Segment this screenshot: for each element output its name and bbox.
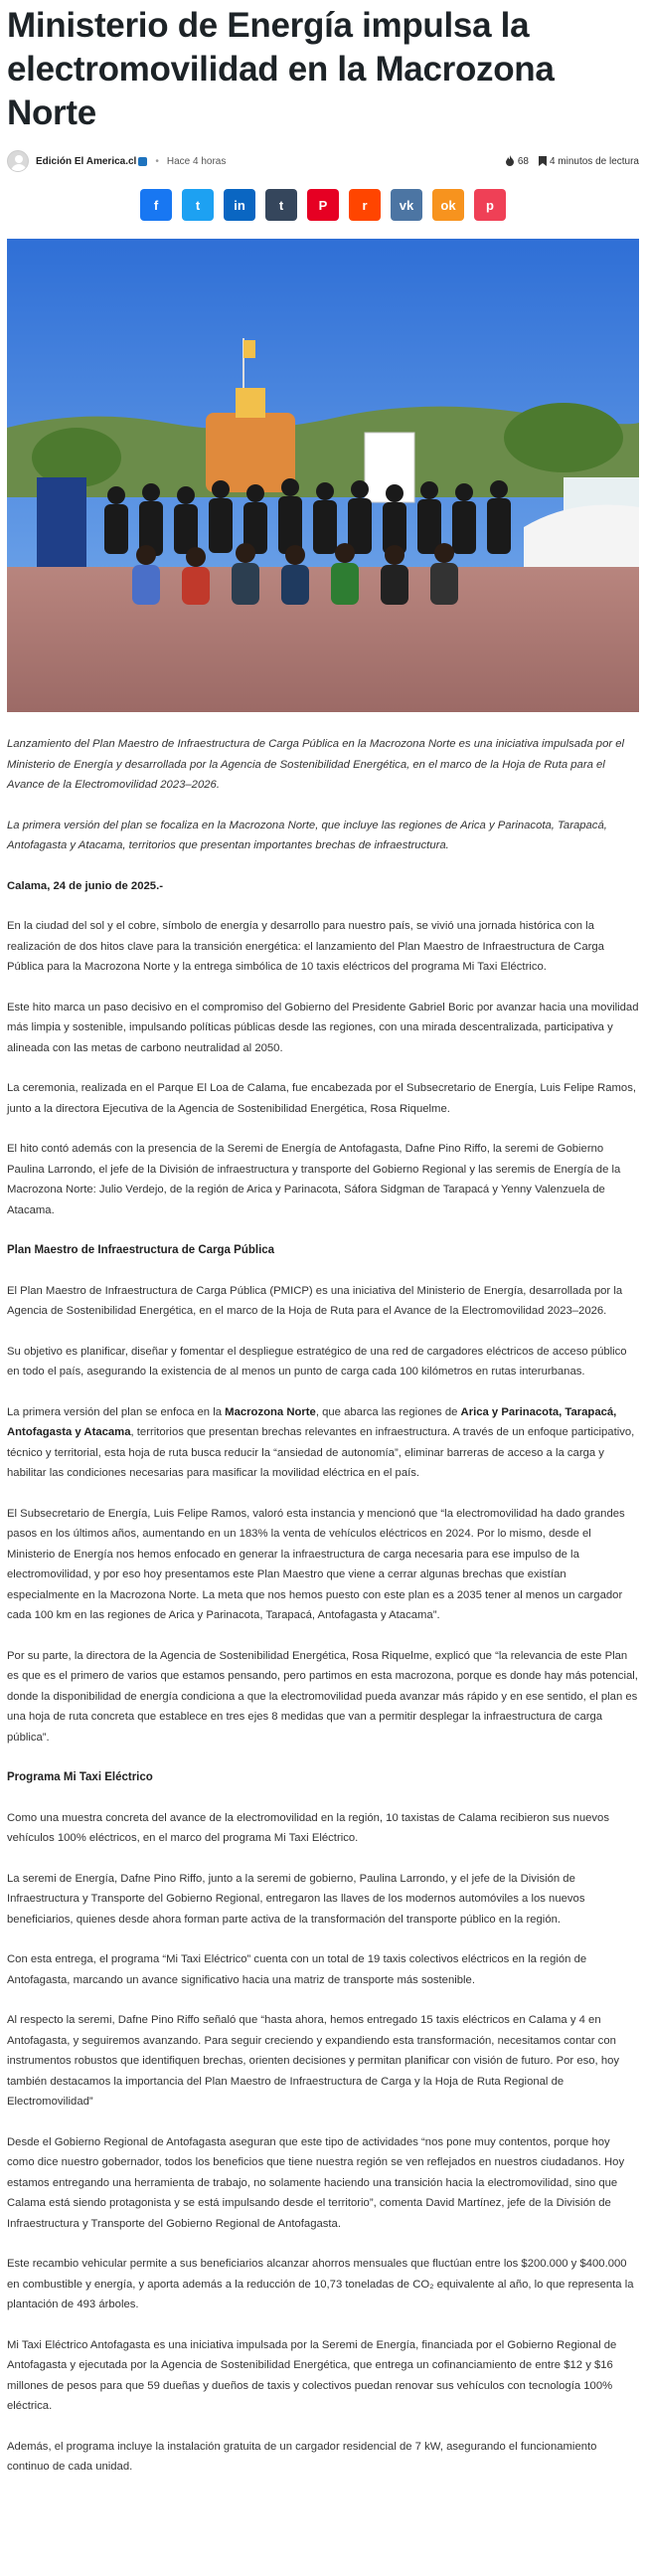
body-paragraph: El Plan Maestro de Infraestructura de Carga Pública (PMICP) es una iniciativa del Ministerio de Energía, desarrollada por la Agencia de Sostenibilidad Energética, en el marco de la Hoja de Ruta para el Avance de la Electromovilidad 2023–2026. [7,1284,623,1317]
reddit-share-button[interactable] [349,189,381,221]
pinterest-share-button[interactable] [307,189,339,221]
twitter-share-button[interactable] [182,189,214,221]
body-paragraph: La seremi de Energía, Dafne Pino Riffo, junto a la seremi de gobierno, Paulina Larrondo, y el jefe de la División de Infraestructura y Transporte del Gobierno Regional, entregaron las llaves de los modernos automóviles a los nuevos beneficiarios, quienes desde ahora forman parte activa de la transformación del transporte público en la región. [7,1872,585,1926]
body-paragraph: Con esta entrega, el programa “Mi Taxi Eléctrico” cuenta con un total de 19 taxis colectivos eléctricos en la región de Antofagasta, marcando un avance significativo hacia una matriz de transporte más sostenible. [7,1953,587,1986]
article-meta [7,150,639,172]
body-paragraph: En la ciudad del sol y el cobre, símbolo de energía y desarrollo para nuestro país, se vivió una jornada histórica con la realización de dos hitos clave para la transición energética: el lanzamiento del Plan Maestro de Infraestructura de Carga Pública para la Macrozona Norte y la entrega simbólica de 10 taxis eléctricos del programa Mi Taxi Eléctrico. [7,920,604,973]
bold-span: Macrozona Norte [225,1405,316,1418]
vk-icon: vk [399,197,414,213]
fire-icon [505,155,515,166]
body-paragraph: Mi Taxi Eléctrico Antofagasta es una iniciativa impulsada por la Seremi de Energía, financiada por el Gobierno Regional de Antofagasta y ejecutada por la Agencia de Sostenibilidad Energética, que entrega un cofinanciamiento de entre $12 y $16 millones de pesos para que 59 dueñas y dueños de taxis y colectivos puedan renovar sus vehículos con tecnología 100% eléctrica. [7,2338,617,2412]
text-span: La primera versión del plan se enfoca en la [7,1405,226,1418]
share-bar [0,189,646,221]
section-heading: Programa Mi Taxi Eléctrico [7,1771,153,1783]
text-span: , que abarca las regiones de [315,1405,461,1418]
author-avatar[interactable] [7,150,29,172]
body-paragraph [7,1402,639,1484]
body-paragraph: Al respecto la seremi, Dafne Pino Riffo señaló que “hasta ahora, hemos entregado 15 taxis eléctricos en Calama y 4 en Antofagasta, y seguiremos avanzando. Para seguir creciendo y expandiendo esta transformación, necesitamos contar con instrumentos robustos que identifiquen brechas, orienten decisiones y permitan planificar con visión de futuro. Por eso, hoy también destacamos la importancia del Plan Maestro de Infraestructura de Carga y la Hoja de Ruta Regional de Electromovilidad” [7,2014,620,2108]
bold-span: Arica y Parinacota, Tarapacá, Antofagasta y Atacama [7,1405,617,1438]
section-heading: Plan Maestro de Infraestructura de Carga Pública [7,1244,275,1256]
featured-image [7,239,639,712]
article-body [7,734,639,2497]
body-paragraph: El hito contó además con la presencia de la Seremi de Energía de Antofagasta, Dafne Pino Riffo, la seremi de Gobierno Paulina Larrondo, el jefe de la División de infraestructura y transporte del Gobierno Regional y las seremis de Energía de la Macrozona Norte: Julio Verdejo, de la región de Arica y Parinacota, Sáfora Sidgman de Tarapacá y Yenny Valenzuela de Atacama. [7,1143,621,1216]
body-paragraph: Desde el Gobierno Regional de Antofagasta aseguran que este tipo de actividades “nos pone muy contentos, porque hoy como dice nuestro gobernador, todos los beneficios que tiene nuestra región se ven reflejados en nuestros ciudadanos. Hoy estamos entregando una herramienta de trabajo, no solamente haciendo una transición hacia la electromovilidad, sino que Calama está siendo protagonista y se está impulsando desde el territorio”, comenta David Martínez, jefe de la División de Infraestructura y Transporte del Gobierno Regional de Antofagasta. [7,2135,625,2230]
group-photo-illustration [7,239,639,712]
odnoklassniki-share-button[interactable] [432,189,464,221]
views-count: 68 [517,156,529,167]
article-title: Ministerio de Energía impulsa la electromovilidad en la Macrozona Norte [7,6,555,132]
bookmark-icon [539,156,547,166]
odnoklassniki-icon: ok [440,197,456,213]
read-time [539,156,639,167]
vk-share-button[interactable] [391,189,422,221]
body-paragraph: El Subsecretario de Energía, Luis Felipe Ramos, valoró esta instancia y mencionó que “la electromovilidad ha dado grandes pasos en los últimos años, aumentando en un 183% la venta de vehículos eléctricos en 2024. Por lo mismo, desde el Ministerio de Energía nos hemos enfocado en generar la infraestructura de carga necesaria para ese impulso de la electromovilidad, y por eso hoy presentamos este Plan Maestro que viene a cerrar algunas brechas que existían especialmente en la Macrozona Norte. La meta que nos hemos puesto con este plan es a 2035 tener al menos un cargador cada 100 km en las regiones de Arica y Parinacota, Tarapacá, Antofagasta y Atacama”. [7,1507,625,1621]
body-paragraph: Este recambio vehicular permite a sus beneficiarios alcanzar ahorros mensuales que fluctúan entre los $200.000 y $400.000 en combustible y energía, y aporta además a la reducción de 10,73 toneladas de CO₂ equivalente al año, lo que representa la plantación de 493 árboles. [7,2258,634,2310]
text-span: , territorios que presentan brechas relevantes en infraestructura. A través de un enfoque participativo, técnico y territorial, esta hoja de ruta busca reducir la “ansiedad de autonomía”, eliminar barreras de acceso a la carga y habilitar las condiciones necesarias para masificar la movilidad eléctrica en el país. [7,1426,635,1479]
facebook-icon: f [153,197,159,213]
pocket-share-button[interactable] [474,189,506,221]
pocket-icon: p [486,197,494,213]
tumblr-icon: t [278,197,284,213]
dateline-text: Calama, 24 de junio de 2025.- [7,879,163,892]
read-time-text: 4 minutos de lectura [549,155,639,167]
facebook-share-button[interactable] [140,189,172,221]
author-name[interactable]: Edición El America.cl [36,155,137,167]
intro-paragraph: La primera versión del plan se focaliza en la Macrozona Norte, que incluye las regiones de Arica y Parinacota, Tarapacá, Antofagasta y Atacama, territorios que presentan importantes brechas de infraestructura. [7,819,607,851]
twitter-icon: t [195,197,201,213]
linkedin-icon: in [234,197,245,213]
dateline [7,876,639,897]
body-paragraph: Por su parte, la directora de la Agencia de Sostenibilidad Energética, Rosa Riquelme, explicó que “la relevancia de este Plan es que es el primero de varios que estamos pensando, pero partimos en esta macrozona, porque es donde hay más potencial, donde la disponibilidad de energía condiciona a que la electromovilidad pueda avanzar más rápido y en ese sentido, el plan es una hoja de ruta concreta que establece en tres ejes 8 medidas que van a permitir desplegar la infraestructura de carga pública”. [7,1649,638,1744]
views-counter [505,155,529,167]
body-paragraph: Además, el programa incluye la instalación gratuita de un cargador residencial de 7 kW, asegurando el funcionamiento continuo de cada unidad. [7,2440,597,2473]
linkedin-share-button[interactable] [224,189,255,221]
separator-dot: • [155,155,159,167]
meta-stats [505,155,639,167]
body-paragraph: Como una muestra concreta del avance de la electromovilidad en la región, 10 taxistas de Calama recibieron sus nuevos vehículos 100% eléctricos, en el marco del programa Mi Taxi Eléctrico. [7,1811,609,1844]
tumblr-share-button[interactable] [265,189,297,221]
verified-icon [138,157,147,166]
body-paragraph: Su objetivo es planificar, diseñar y fomentar el despliegue estratégico de una red de cargadores eléctricos de acceso público en todo el país, asegurando la existencia de al menos un punto de carga cada 100 kilómetros en rutas interurbanas. [7,1345,627,1378]
publish-time: Hace 4 horas [166,155,227,167]
body-paragraph: La ceremonia, realizada en el Parque El Loa de Calama, fue encabezada por el Subsecretario de Energía, Luis Felipe Ramos, junto a la directora Ejecutiva de la Agencia de Sostenibilidad Energética, Rosa Riquelme. [7,1082,637,1115]
body-paragraph: Este hito marca un paso decisivo en el compromiso del Gobierno del Presidente Gabriel Boric por avanzar hacia una movilidad más limpia y sostenible, impulsando políticas públicas desde las regiones, con una mirada descentralizada, participativa y alineada con las metas de carbono neutralidad al 2050. [7,1001,639,1054]
reddit-icon: r [362,197,368,213]
pinterest-icon: P [318,197,328,213]
intro-paragraph: Lanzamiento del Plan Maestro de Infraestructura de Carga Pública en la Macrozona Norte es una iniciativa impulsada por el Ministerio de Energía y desarrollada por la Agencia de Sostenibilidad Energética, en el marco de la Hoja de Ruta para el Avance de la Electromovilidad 2023–2026. [7,738,625,791]
